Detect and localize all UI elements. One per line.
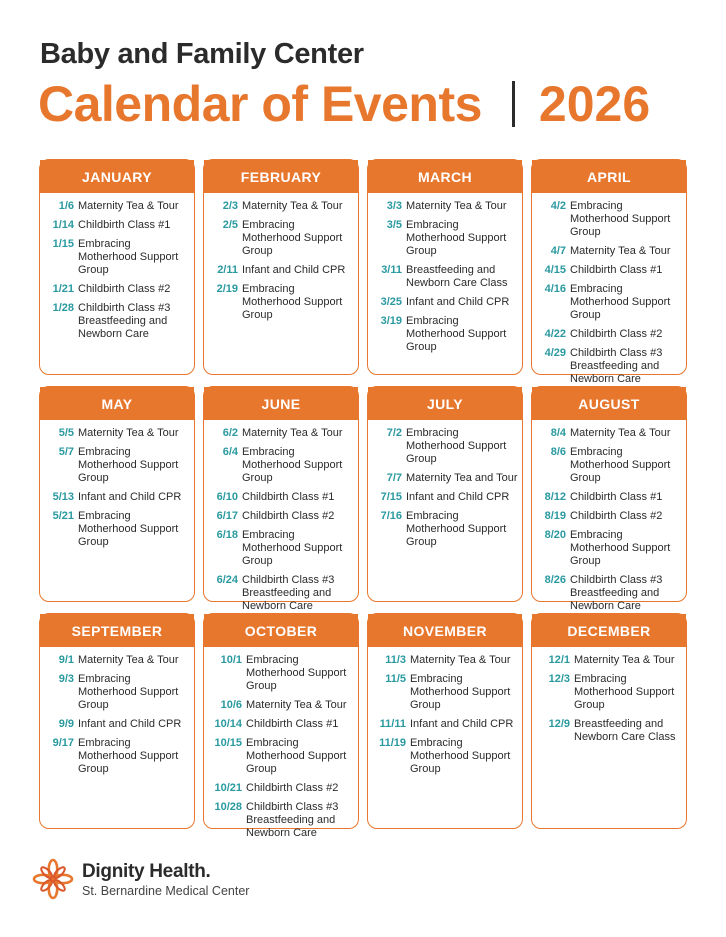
event-name: Maternity Tea & Tour [570,245,671,257]
event-row [536,200,682,239]
month-card-february [203,159,359,375]
event-row [372,427,518,466]
event-name: Embracing Motherhood Support Group [78,510,179,548]
event-row [372,200,518,213]
event-date: 6/24 [216,574,238,586]
event-date: 12/9 [548,718,570,730]
brand-block [82,861,249,898]
month-card-may [39,386,195,602]
event-row [208,510,354,523]
event-name: Infant and Child CPR [406,296,510,308]
month-events [368,193,522,354]
event-name: Maternity Tea & Tour [410,654,511,666]
event-row [208,427,354,440]
month-header: AUGUST [532,387,686,420]
event-row [372,673,518,712]
event-name: Embracing Motherhood Support Group [78,737,179,775]
event-date: 6/10 [216,491,238,503]
event-name: Maternity Tea & Tour [242,427,343,439]
month-card-january [39,159,195,375]
event-date: 10/14 [214,718,242,730]
event-name: Embracing Motherhood Support Group [406,219,507,257]
month-header: MAY [40,387,194,420]
event-date: 2/5 [222,219,238,231]
event-name: Maternity Tea & Tour [242,200,343,212]
month-header: NOVEMBER [368,614,522,647]
event-date: 9/1 [58,654,74,666]
event-row [208,699,354,712]
event-date: 8/6 [550,446,566,458]
event-row [44,673,190,712]
event-date: 12/3 [548,673,570,685]
event-date: 11/19 [379,737,406,749]
event-date: 7/15 [380,491,402,503]
month-events [368,420,522,549]
event-row [536,245,682,258]
month-events [532,647,686,744]
month-events [532,193,686,386]
month-card-december [531,613,687,829]
event-row [372,296,518,309]
event-date: 7/2 [386,427,402,439]
event-row [44,219,190,232]
month-header: JANUARY [40,160,194,193]
event-date: 9/17 [52,737,74,749]
event-name: Infant and Child CPR [406,491,510,503]
event-name: Infant and Child CPR [78,718,182,730]
event-name: Breastfeeding and Newborn Care Class [406,264,508,289]
event-row [208,654,354,693]
month-events [204,193,358,322]
event-name: Embracing Motherhood Support Group [574,673,675,711]
event-name: Embracing Motherhood Support Group [570,446,671,484]
month-card-march [367,159,523,375]
event-date: 1/14 [52,219,74,231]
dignity-health-logo-icon [32,858,74,900]
event-row [44,510,190,549]
month-header: OCTOBER [204,614,358,647]
event-name: Embracing Motherhood Support Group [406,510,507,548]
event-name: Embracing Motherhood Support Group [570,529,671,567]
event-date: 4/29 [544,347,566,359]
event-date: 1/6 [58,200,74,212]
event-name: Childbirth Class #3 Breastfeeding and Newborn Care [570,347,663,385]
event-name: Childbirth Class #1 [570,491,663,503]
page-subtitle: Baby and Family Center [40,38,364,70]
event-name: Embracing Motherhood Support Group [78,673,179,711]
month-header: MARCH [368,160,522,193]
event-name: Maternity Tea & Tour [78,654,179,666]
event-name: Childbirth Class #3 Breastfeeding and Newborn Care [246,801,339,839]
month-header: SEPTEMBER [40,614,194,647]
event-date: 5/13 [52,491,74,503]
event-name: Breastfeeding and Newborn Care Class [574,718,676,743]
month-card-september [39,613,195,829]
event-name: Embracing Motherhood Support Group [242,283,343,321]
event-date: 3/25 [380,296,402,308]
month-card-june [203,386,359,612]
event-row [44,737,190,776]
event-date: 6/17 [216,510,238,522]
event-name: Embracing Motherhood Support Group [246,654,347,692]
month-card-april [531,159,687,385]
event-row [536,718,682,744]
event-name: Embracing Motherhood Support Group [242,446,343,484]
event-date: 10/6 [220,699,242,711]
event-date: 3/3 [386,200,402,212]
event-row [44,302,190,341]
month-events [204,420,358,613]
event-row [208,737,354,776]
event-row [208,283,354,322]
event-row [44,200,190,213]
event-date: 3/5 [386,219,402,231]
event-row [372,718,518,731]
event-row [208,801,354,840]
event-date: 10/28 [214,801,242,813]
event-date: 4/7 [550,245,566,257]
event-date: 5/21 [52,510,74,522]
event-name: Embracing Motherhood Support Group [242,529,343,567]
event-name: Embracing Motherhood Support Group [78,446,179,484]
event-name: Childbirth Class #1 [246,718,339,730]
event-row [536,673,682,712]
event-name: Maternity Tea & Tour [574,654,675,666]
event-name: Childbirth Class #1 [242,491,335,503]
event-name: Maternity Tea & Tour [78,200,179,212]
event-row [44,718,190,731]
month-card-november [367,613,523,829]
event-date: 10/1 [220,654,242,666]
event-row [44,446,190,485]
event-name: Maternity Tea & Tour [570,427,671,439]
event-name: Embracing Motherhood Support Group [406,315,507,353]
event-date: 8/20 [544,529,566,541]
event-row [536,264,682,277]
event-name: Childbirth Class #3 Breastfeeding and Newborn Care [78,302,171,340]
event-date: 6/4 [222,446,238,458]
month-header: DECEMBER [532,614,686,647]
event-row [536,283,682,322]
event-date: 5/7 [58,446,74,458]
event-name: Embracing Motherhood Support Group [406,427,507,465]
event-name: Embracing Motherhood Support Group [410,673,511,711]
event-name: Embracing Motherhood Support Group [410,737,511,775]
event-name: Childbirth Class #2 [78,283,171,295]
month-card-october [203,613,359,839]
event-row [372,264,518,290]
event-row [208,446,354,485]
page-title: Calendar of Events [38,76,482,132]
event-name: Childbirth Class #1 [78,219,171,231]
event-date: 11/3 [385,654,406,666]
event-row [372,654,518,667]
event-row [44,654,190,667]
month-events [204,647,358,840]
event-row [208,219,354,258]
event-row [208,529,354,568]
event-date: 1/15 [52,238,74,250]
event-row [208,264,354,277]
event-date: 7/16 [380,510,402,522]
event-name: Childbirth Class #3 Breastfeeding and Newborn Care [242,574,335,612]
event-row [372,491,518,504]
event-row [44,427,190,440]
event-row [44,283,190,296]
event-row [208,574,354,613]
event-date: 1/28 [52,302,74,314]
event-row [372,472,518,485]
event-name: Maternity Tea & Tour [246,699,347,711]
event-row [536,347,682,386]
event-row [208,718,354,731]
event-row [44,238,190,277]
event-row [208,782,354,795]
event-name: Embracing Motherhood Support Group [570,200,671,238]
event-row [372,219,518,258]
event-name: Infant and Child CPR [78,491,182,503]
event-row [372,737,518,776]
brand-name: Dignity Health. [82,860,211,882]
event-date: 11/11 [379,718,406,730]
event-date: 4/15 [544,264,566,276]
event-date: 8/12 [544,491,566,503]
month-card-august [531,386,687,612]
event-date: 4/2 [550,200,566,212]
event-date: 1/21 [52,283,74,295]
event-row [536,446,682,485]
month-events [368,647,522,776]
footer [32,858,249,900]
event-date: 3/19 [380,315,402,327]
event-date: 7/7 [386,472,402,484]
event-date: 4/16 [544,283,566,295]
month-events [532,420,686,613]
month-events [40,193,194,341]
event-date: 9/9 [58,718,74,730]
event-row [536,574,682,613]
event-name: Embracing Motherhood Support Group [242,219,343,257]
month-header: FEBRUARY [204,160,358,193]
event-row [536,491,682,504]
event-date: 9/3 [58,673,74,685]
page-year: 2026 [538,76,651,132]
event-date: 10/15 [214,737,242,749]
event-date: 5/5 [58,427,74,439]
month-header: APRIL [532,160,686,193]
event-row [208,200,354,213]
event-row [536,427,682,440]
event-date: 10/21 [214,782,242,794]
month-header: JUNE [204,387,358,420]
event-name: Childbirth Class #2 [570,510,663,522]
event-date: 12/1 [548,654,570,666]
event-date: 4/22 [544,328,566,340]
month-card-july [367,386,523,602]
event-row [208,491,354,504]
event-row [536,510,682,523]
month-events [40,420,194,549]
event-name: Embracing Motherhood Support Group [246,737,347,775]
calendar-grid [39,159,689,839]
event-row [372,315,518,354]
event-name: Childbirth Class #2 [570,328,663,340]
event-date: 3/11 [381,264,402,276]
event-date: 2/3 [222,200,238,212]
event-date: 8/4 [550,427,566,439]
event-name: Infant and Child CPR [410,718,514,730]
event-name: Childbirth Class #1 [570,264,663,276]
event-date: 2/19 [216,283,238,295]
title-row [38,74,650,134]
event-row [536,328,682,341]
event-name: Childbirth Class #2 [246,782,339,794]
event-row [536,654,682,667]
event-name: Infant and Child CPR [242,264,346,276]
event-date: 6/2 [222,427,238,439]
event-date: 11/5 [385,673,406,685]
event-name: Maternity Tea & Tour [406,200,507,212]
brand-subtitle: St. Bernardine Medical Center [82,883,250,898]
event-date: 6/18 [216,529,238,541]
event-name: Childbirth Class #3 Breastfeeding and Newborn Care [570,574,663,612]
title-divider [512,81,515,127]
month-header: JULY [368,387,522,420]
event-name: Maternity Tea and Tour [406,472,518,484]
event-date: 2/11 [217,264,238,276]
event-date: 8/19 [544,510,566,522]
event-name: Embracing Motherhood Support Group [570,283,671,321]
event-row [536,529,682,568]
event-name: Childbirth Class #2 [242,510,335,522]
event-row [372,510,518,549]
month-events [40,647,194,776]
event-row [44,491,190,504]
event-date: 8/26 [544,574,566,586]
event-name: Embracing Motherhood Support Group [78,238,179,276]
event-name: Maternity Tea & Tour [78,427,179,439]
